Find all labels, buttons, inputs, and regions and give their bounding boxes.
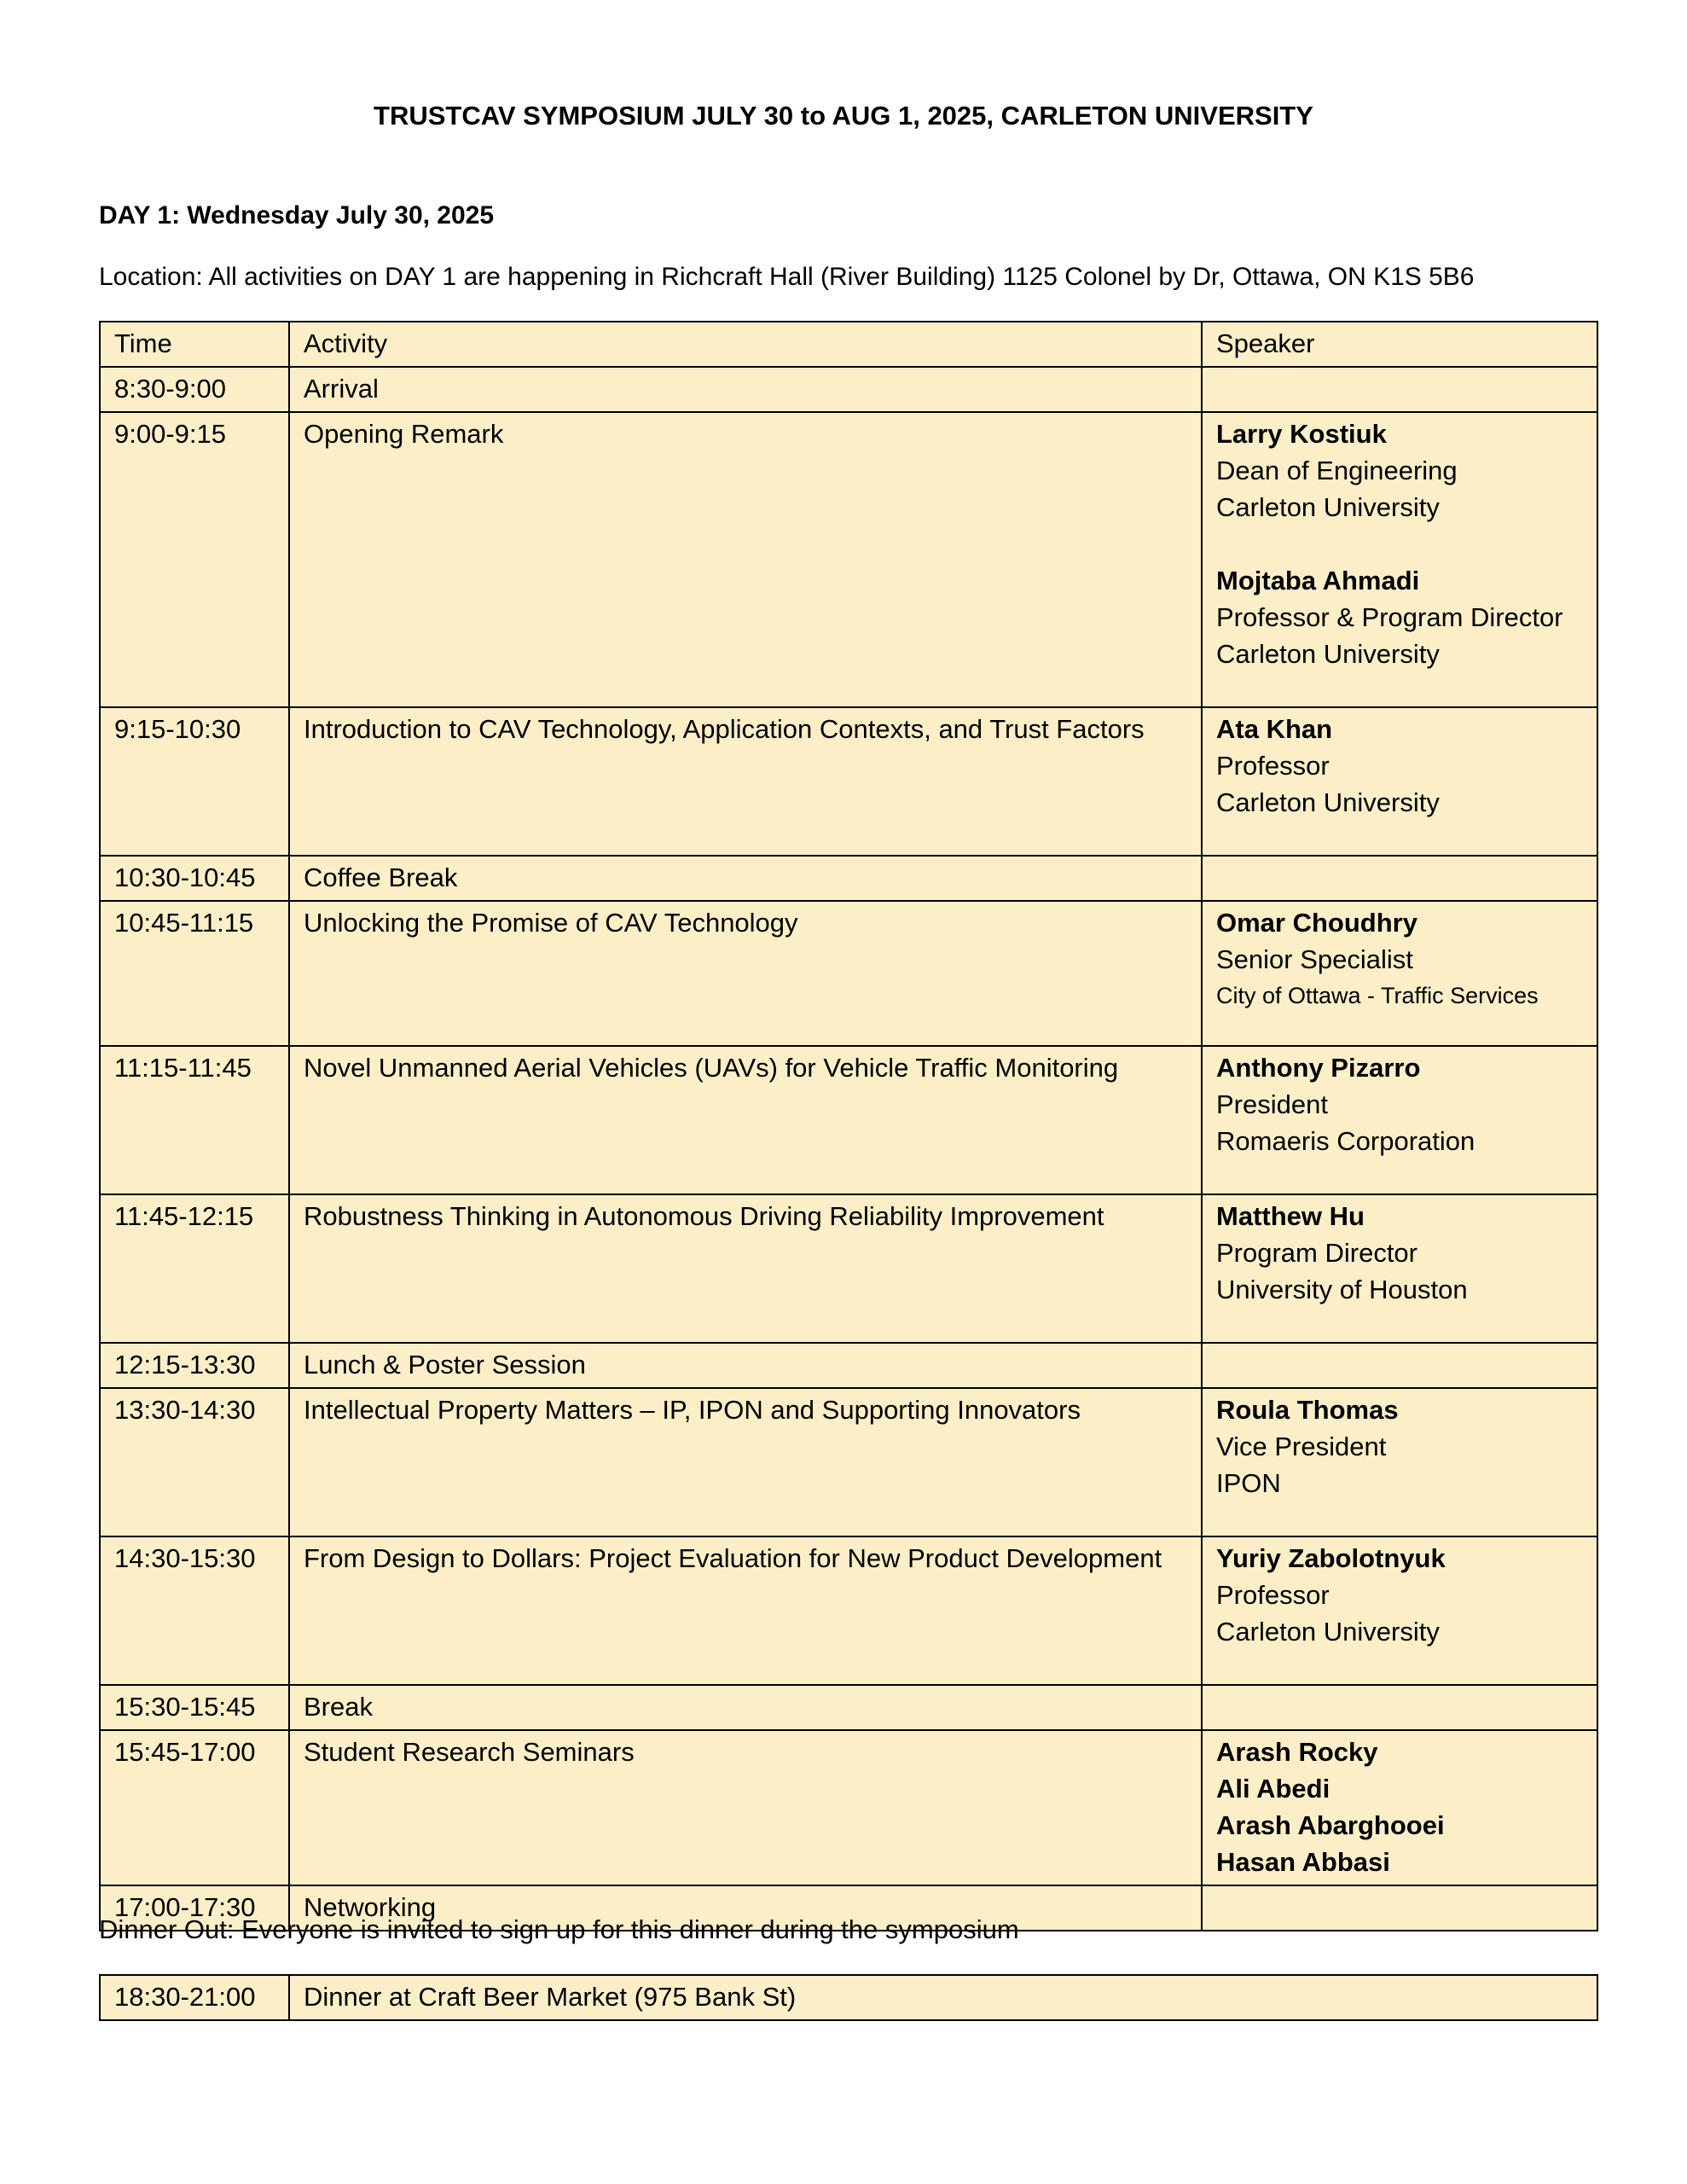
- speaker-spacer: [1216, 526, 1583, 562]
- row-activity: Networking: [289, 1885, 1202, 1931]
- speaker-name: Omar Choudhry: [1216, 908, 1417, 938]
- row-time: 17:00-17:30: [100, 1885, 289, 1931]
- table-row: [100, 901, 1597, 1046]
- row-time: 9:00-9:15: [100, 412, 289, 707]
- speaker-name: Yuriy Zabolotnyuk: [1216, 1543, 1446, 1573]
- row-time: 10:45-11:15: [100, 901, 289, 1046]
- row-speaker: [1202, 1194, 1597, 1343]
- speaker-role: Professor: [1216, 1580, 1330, 1610]
- row-time: 11:15-11:45: [100, 1046, 289, 1194]
- row-activity: Intellectual Property Matters – IP, IPON and Supporting Innovators: [289, 1388, 1202, 1536]
- speaker-role: President: [1216, 1089, 1328, 1119]
- row-speaker: [1202, 1343, 1597, 1388]
- table-row: [100, 367, 1597, 412]
- speaker-name: Mojtaba Ahmadi: [1216, 566, 1420, 595]
- table-row: [100, 1388, 1597, 1536]
- table-row: [100, 1536, 1597, 1685]
- row-activity: Unlocking the Promise of CAV Technology: [289, 901, 1202, 1046]
- dinner-table: [99, 1974, 1598, 2021]
- speaker-name: Arash Abarghooei: [1216, 1810, 1445, 1840]
- day-heading: DAY 1: Wednesday July 30, 2025: [99, 201, 495, 229]
- dinner-row: [100, 1975, 1597, 2020]
- speaker-role: Professor & Program Director: [1216, 602, 1563, 632]
- row-speaker: [1202, 1885, 1597, 1931]
- row-time: 12:15-13:30: [100, 1343, 289, 1388]
- speaker-role: Senior Specialist: [1216, 944, 1413, 974]
- row-time: 10:30-10:45: [100, 856, 289, 901]
- row-time: 13:30-14:30: [100, 1388, 289, 1536]
- speaker-organization: University of Houston: [1216, 1275, 1468, 1304]
- header-time: Time: [100, 322, 289, 367]
- speaker-name: Hasan Abbasi: [1216, 1847, 1390, 1877]
- location-text: Location: All activities on DAY 1 are happening in Richcraft Hall (River Building) 1125 Colonel by Dr, Ottawa, ON K1S 5B6: [99, 263, 1475, 291]
- document-title: TRUSTCAV SYMPOSIUM JULY 30 to AUG 1, 2025, CARLETON UNIVERSITY: [374, 101, 1313, 131]
- speaker-role: Vice President: [1216, 1432, 1387, 1461]
- row-time: 14:30-15:30: [100, 1536, 289, 1685]
- speaker-name: Arash Rocky: [1216, 1737, 1378, 1767]
- speaker-name: Roula Thomas: [1216, 1395, 1399, 1425]
- speaker-organization: IPON: [1216, 1468, 1281, 1498]
- row-time: 15:30-15:45: [100, 1685, 289, 1730]
- speaker-organization: Carleton University: [1216, 492, 1440, 522]
- speaker-role: Professor: [1216, 751, 1330, 781]
- row-time: 15:45-17:00: [100, 1730, 289, 1885]
- row-speaker: [1202, 901, 1597, 1046]
- row-speaker: [1202, 1046, 1597, 1194]
- table-row: [100, 1194, 1597, 1343]
- row-time: 11:45-12:15: [100, 1194, 289, 1343]
- table-row: [100, 1343, 1597, 1388]
- speaker-organization: Carleton University: [1216, 639, 1440, 669]
- speaker-name: Matthew Hu: [1216, 1201, 1365, 1231]
- row-speaker: [1202, 412, 1597, 707]
- speaker-name: Ata Khan: [1216, 714, 1333, 744]
- table-row: [100, 856, 1597, 901]
- table-row: [100, 412, 1597, 707]
- dinner-time: 18:30-21:00: [100, 1975, 289, 2020]
- row-speaker: [1202, 1730, 1597, 1885]
- row-activity: Coffee Break: [289, 856, 1202, 901]
- speaker-name: Ali Abedi: [1216, 1774, 1330, 1804]
- speaker-name: Larry Kostiuk: [1216, 419, 1387, 449]
- row-activity: From Design to Dollars: Project Evaluation for New Product Development: [289, 1536, 1202, 1685]
- row-activity: Arrival: [289, 367, 1202, 412]
- header-speaker: Speaker: [1202, 322, 1597, 367]
- row-speaker: [1202, 856, 1597, 901]
- speaker-role: Program Director: [1216, 1238, 1417, 1268]
- dinner-activity: Dinner at Craft Beer Market (975 Bank St): [289, 1975, 1597, 2020]
- speaker-role: Dean of Engineering: [1216, 456, 1458, 485]
- dinner-note: Dinner Out: Everyone is invited to sign up for this dinner during the symposium: [99, 1914, 1019, 1944]
- row-speaker: [1202, 1388, 1597, 1536]
- speaker-organization: Carleton University: [1216, 1617, 1440, 1647]
- row-activity: Novel Unmanned Aerial Vehicles (UAVs) for Vehicle Traffic Monitoring: [289, 1046, 1202, 1194]
- row-speaker: [1202, 1536, 1597, 1685]
- header-activity: Activity: [289, 322, 1202, 367]
- row-time: 8:30-9:00: [100, 367, 289, 412]
- row-activity: Break: [289, 1685, 1202, 1730]
- row-speaker: [1202, 1685, 1597, 1730]
- speaker-organization: Romaeris Corporation: [1216, 1126, 1475, 1156]
- schedule-table: [99, 321, 1598, 1931]
- row-time: 9:15-10:30: [100, 707, 289, 856]
- row-activity: Lunch & Poster Session: [289, 1343, 1202, 1388]
- row-activity: Student Research Seminars: [289, 1730, 1202, 1885]
- row-speaker: [1202, 707, 1597, 856]
- table-row: [100, 1046, 1597, 1194]
- row-activity: Opening Remark: [289, 412, 1202, 707]
- speaker-name: Anthony Pizarro: [1216, 1053, 1421, 1083]
- table-row: [100, 707, 1597, 856]
- table-row: [100, 1730, 1597, 1885]
- speaker-organization: Carleton University: [1216, 787, 1440, 817]
- speaker-organization: City of Ottawa - Traffic Services: [1216, 983, 1539, 1008]
- row-activity: Robustness Thinking in Autonomous Driving Reliability Improvement: [289, 1194, 1202, 1343]
- row-speaker: [1202, 367, 1597, 412]
- table-row: [100, 1685, 1597, 1730]
- row-activity: Introduction to CAV Technology, Application Contexts, and Trust Factors: [289, 707, 1202, 856]
- table-header-row: [100, 322, 1597, 367]
